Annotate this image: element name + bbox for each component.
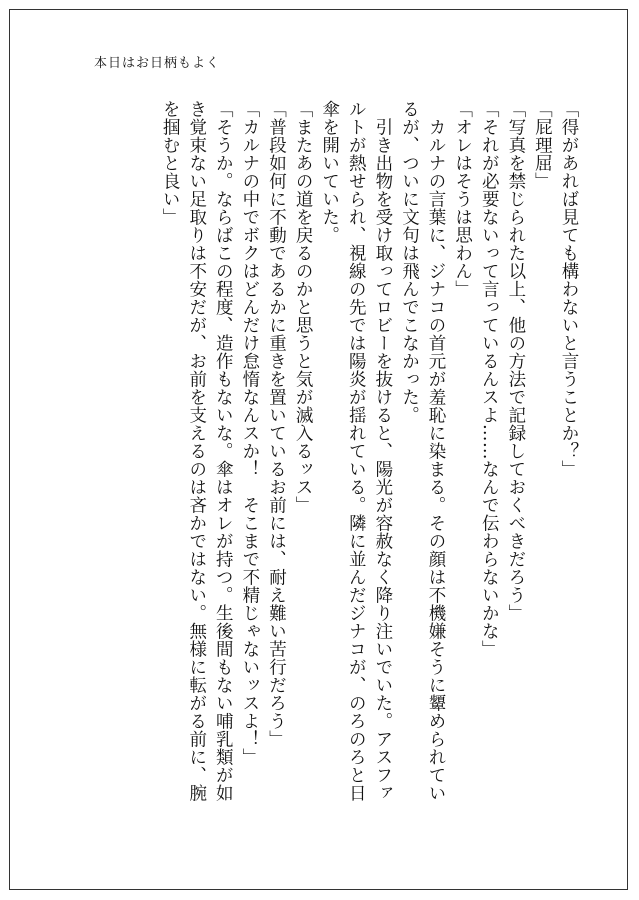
manuscript-page: [9, 9, 628, 890]
text-line: 「普段如何に不動であるかに重きを置いているお前には、耐え難い苦行だろう」: [266, 100, 287, 748]
text-line: 「オレはそうは思わん」: [452, 100, 473, 298]
text-line: 「得があれば見ても構わないと言うことか？」: [559, 100, 579, 478]
text-line: カルナの言葉に、ジナコの首元が羞恥に染まる。その顔は不機嫌そうに顰められてい: [426, 100, 447, 802]
text-line: 「そうか。ならばこの程度、造作もないな。傘はオレが持つ。生後間もない哺乳類が如: [213, 100, 234, 802]
text-line: を掴むと良い」: [160, 100, 181, 226]
vertical-body-text: [82, 100, 582, 880]
text-line: るが、ついに文句は飛んでこなかった。: [399, 100, 420, 424]
text-line: 「それが必要ないって言っているんスよ……なんで伝わらないかな」: [479, 100, 500, 658]
text-line: 「屁理屈」: [532, 100, 553, 190]
text-line: き覚束ない足取りは不安だが、お前を支えるのは吝かではない。無様に転がる前に、腕: [186, 100, 207, 802]
running-title: 本日はお日柄もよく: [94, 56, 221, 71]
text-line: 引き出物を受け取ってロビーを抜けると、陽光が容赦なく降り注いでいた。アスファ: [372, 100, 393, 802]
text-line: ルトが熱せられ、視線の先では陽炎が揺れている。隣に並んだジナコが、のろのろと日: [346, 100, 367, 802]
text-line: 「またあの道を戻るのかと思うと気が滅入るッス」: [293, 100, 314, 514]
text-line: 「カルナの中でボクはどんだけ怠惰なんスか！ そこまで不精じゃないッスよ！」: [239, 100, 260, 766]
text-line: 傘を開いていた。: [319, 100, 340, 244]
text-line: 「写真を禁じられた以上、他の方法で記録しておくべきだろう」: [505, 100, 526, 622]
